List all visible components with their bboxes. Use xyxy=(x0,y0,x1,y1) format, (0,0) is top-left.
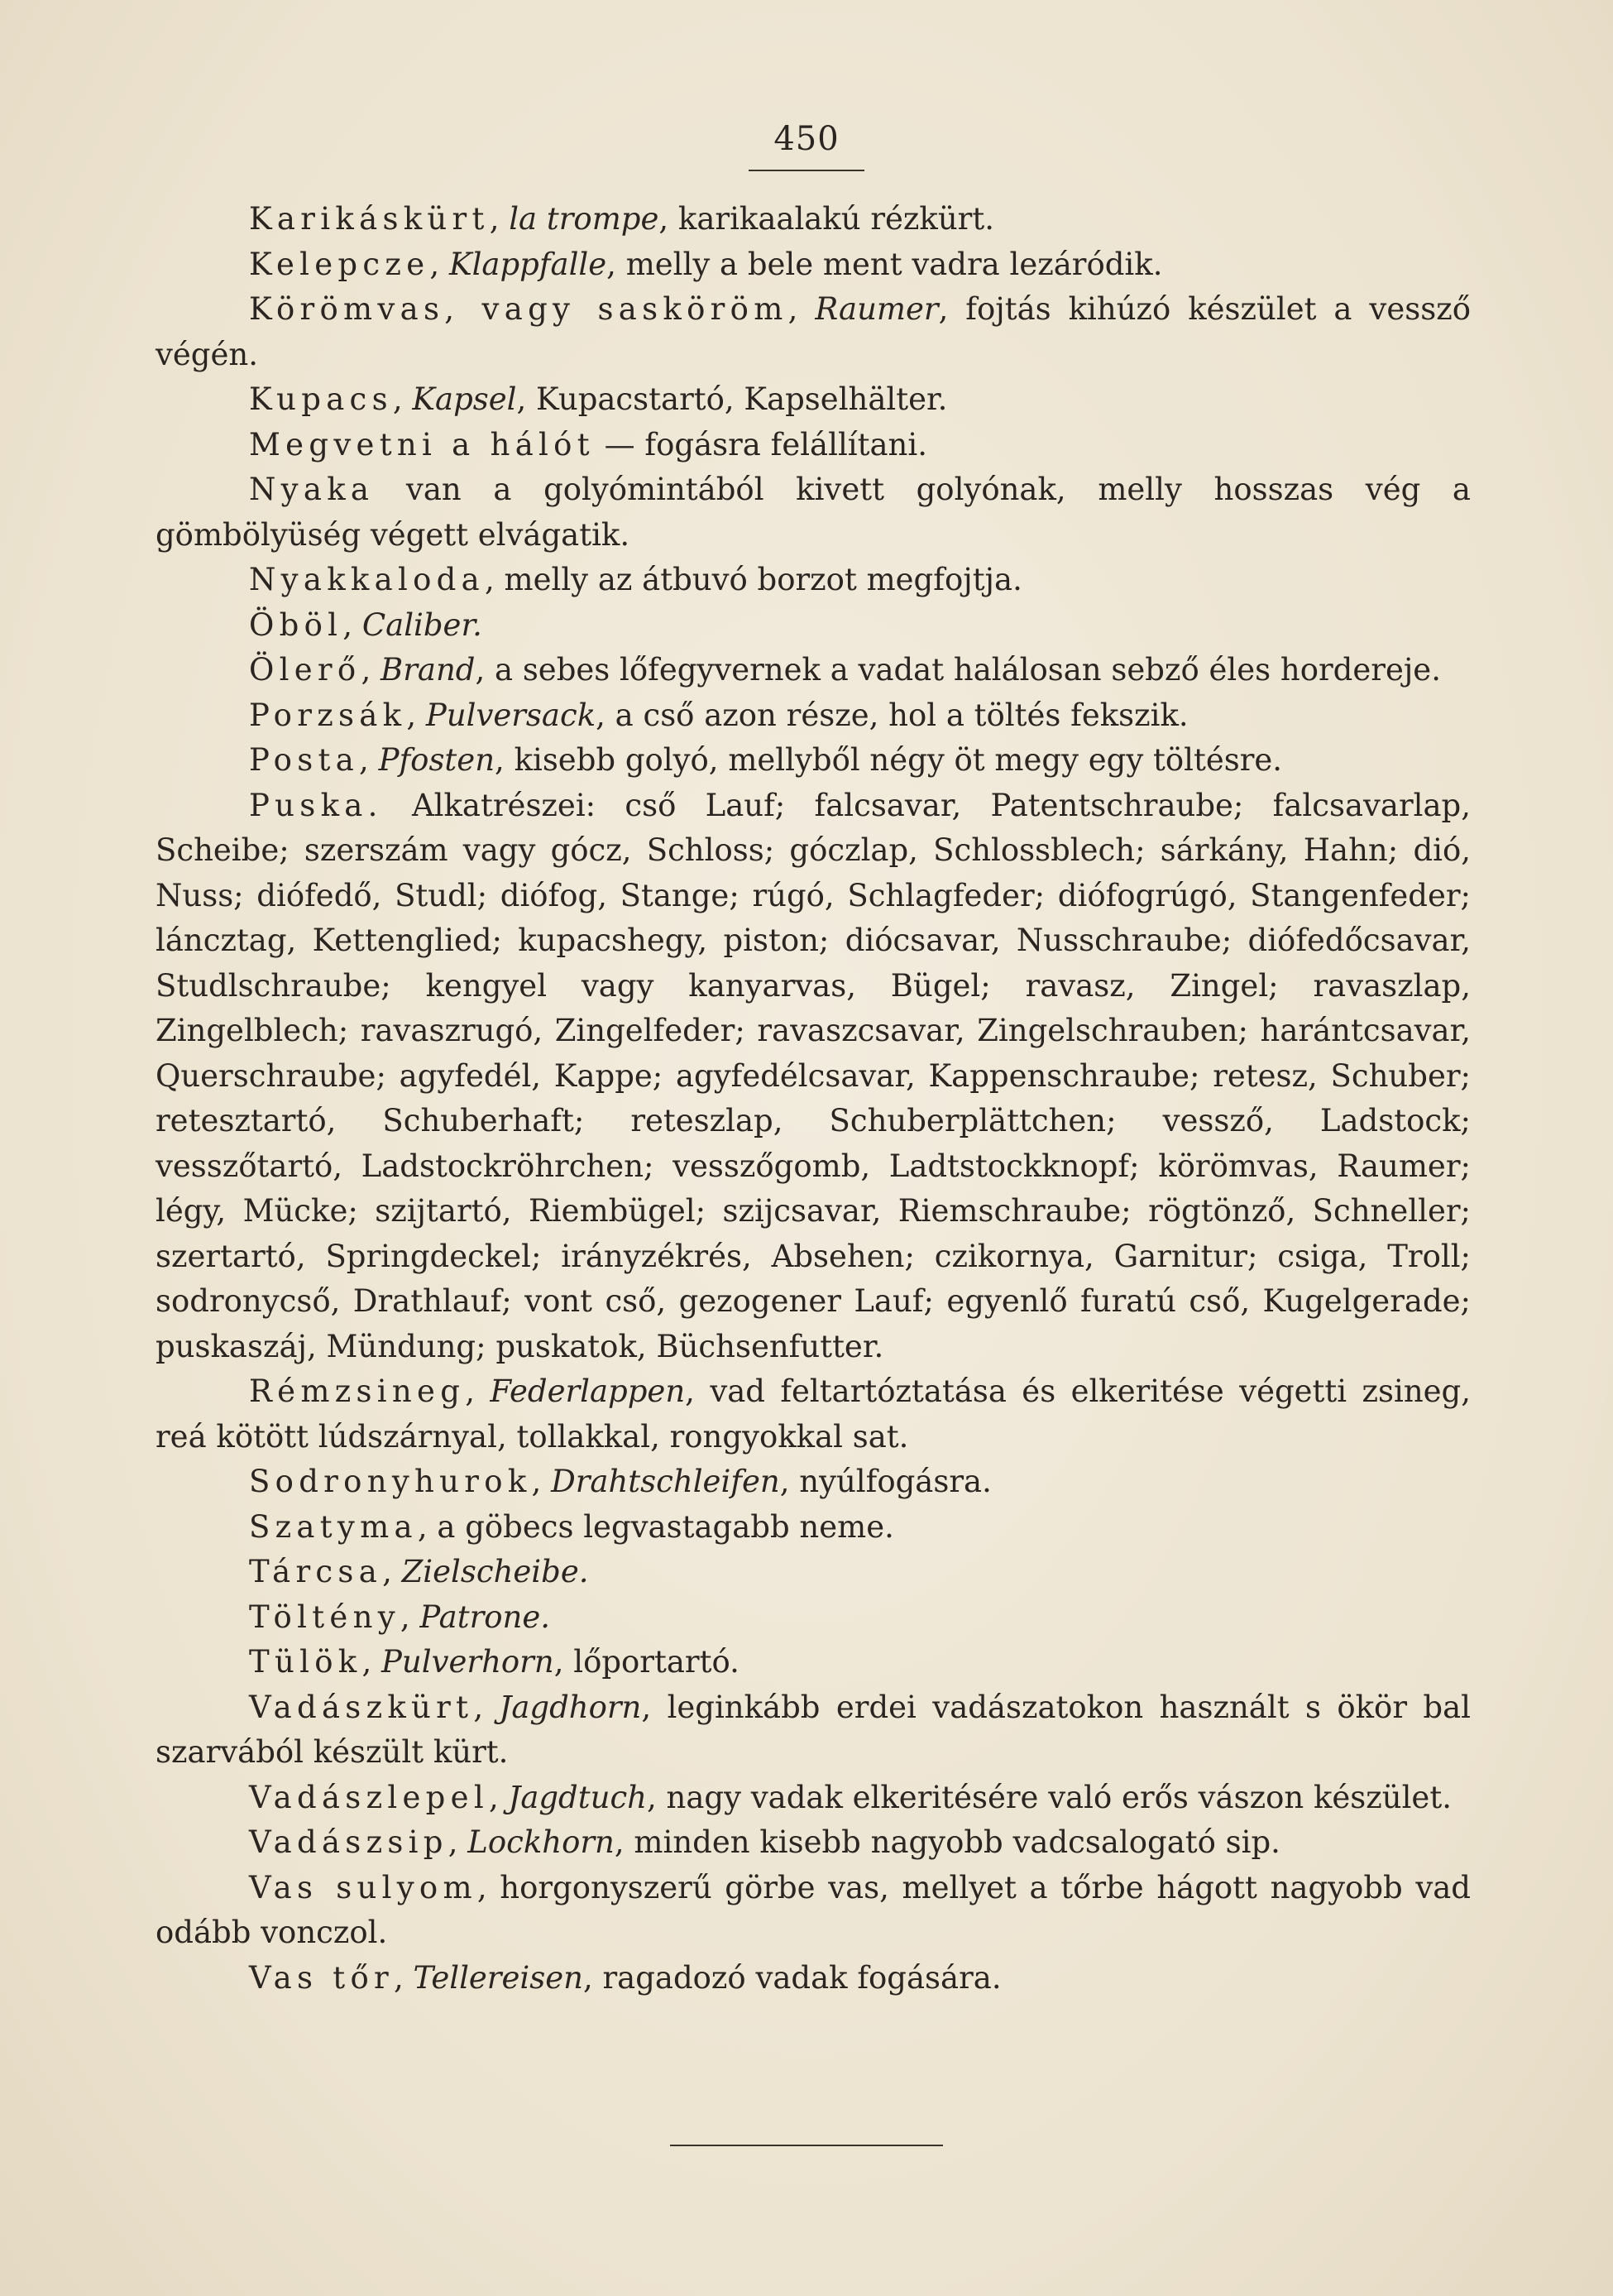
glossary-entry xyxy=(156,1776,1471,1821)
entry-german-term: Raumer xyxy=(815,291,939,327)
entry-separator: , xyxy=(465,1373,491,1409)
entry-german-term: Pulverhorn xyxy=(381,1644,554,1680)
entry-separator: , xyxy=(596,697,615,733)
entry-definition: nyúlfogásra. xyxy=(799,1464,992,1499)
entry-separator: , xyxy=(361,652,381,688)
entry-term: Rémzsineg xyxy=(249,1373,466,1409)
glossary-entry xyxy=(156,467,1471,558)
entry-definition: leginkább erdei vadászatokon használt s ökör bal szarvából készült kürt. xyxy=(156,1689,1471,1770)
entry-definition: a sebes lőfegyvernek a vadat halálosan sebző éles hordereje. xyxy=(495,652,1441,688)
entry-separator: , xyxy=(614,1824,634,1860)
page-number-rule xyxy=(749,170,864,171)
entry-separator: , xyxy=(473,1689,500,1725)
entry-german-term: Drahtschleifen xyxy=(551,1464,780,1499)
entry-german-term: Brand xyxy=(381,652,476,688)
entry-separator: , xyxy=(406,697,426,733)
entry-definition: , melly az átbuvó borzot megfojtja. xyxy=(485,562,1022,597)
glossary-entry xyxy=(156,693,1471,739)
entry-definition: ragadozó vadak fogására. xyxy=(602,1959,1002,1996)
entry-german-term: Kapsel xyxy=(412,381,517,417)
entry-german-term: Pulversack xyxy=(425,697,596,733)
entry-separator: , xyxy=(658,201,678,237)
entry-german-term: Zielscheibe. xyxy=(401,1554,589,1589)
entry-separator: , xyxy=(553,1644,574,1680)
glossary-entry xyxy=(156,558,1471,603)
entry-term: Tárcsa xyxy=(249,1554,383,1589)
entry-separator: , xyxy=(448,1824,468,1860)
entry-definition: Alkatrészei: cső Lauf; falcsavar, Patentschraube; falcsavarlap, Scheibe; szerszám vagy gócz, Schloss; góczlap, Schlossblech; sárkány, Hahn; dió, Nuss; diófedő, Studl; diófog, Stange; rúgó, Schlagfeder; diófogrúgó, Stangenfeder; láncztag, Kettenglied; kupacshegy, piston; diócsavar, Nusschraube; diófedőcsavar, Studlschraube; kengyel vagy kanyarvas, Bügel; ravasz, Zingel; ravaszlap, Zingelblech; ravaszrugó, Zingelfeder; ravaszcsavar, Zingelschrauben; harántcsavar, Querschraube; agyfedél, Kappe; agyfedélcsavar, Kappenschraube; retesz, Schuber; retesztartó, Schuberhaft; reteszlap, Schuberplättchen; vessző, Ladstock; vesszőtartó, Ladstockröhrchen; vesszőgomb, Ladtstockknopf; körömvas, Raumer; légy, Mücke; szijtartó, Riembügel; szijcsavar, Riemschraube; rögtönző, Schneller; szertartó, Springdeckel; irányzékrés, Absehen; czikornya, Garnitur; csiga, Troll; sodronycső, Drathlauf; vont cső, gezogener Lauf; egyenlő furatú cső, Kugelgerade; puskaszáj, Mündung; puskatok, Büchsenfutter. xyxy=(156,787,1471,1364)
end-rule xyxy=(670,2145,943,2146)
entry-term: Vadászlepel xyxy=(249,1779,489,1815)
entry-separator: , xyxy=(488,1779,509,1815)
glossary-entry xyxy=(156,1956,1471,2001)
entry-separator: , xyxy=(787,291,816,327)
entry-separator: , xyxy=(342,606,362,643)
entry-term: Vas tőr xyxy=(249,1959,394,1996)
entry-german-term: Caliber. xyxy=(361,606,482,643)
glossary-entry xyxy=(156,1595,1471,1641)
entry-term: Vadászsip xyxy=(249,1824,448,1860)
entry-term: Vadászkürt xyxy=(249,1689,474,1725)
entry-term: Sodronyhurok xyxy=(249,1464,532,1499)
glossary-text xyxy=(156,197,1471,2001)
entry-term: Szatyma xyxy=(249,1508,418,1545)
glossary-entry xyxy=(156,784,1471,1370)
glossary-entry xyxy=(156,738,1471,784)
entry-definition: karikaalakú rézkürt. xyxy=(677,201,994,237)
entry-separator: , xyxy=(382,1554,402,1589)
glossary-entry xyxy=(156,287,1471,377)
entry-term: Tülök xyxy=(249,1644,362,1680)
entry-separator: , xyxy=(531,1464,552,1499)
entry-term: Körömvas, vagy sasköröm xyxy=(249,291,788,327)
entry-term: Ölerő xyxy=(249,652,361,688)
entry-term: Töltény xyxy=(249,1599,400,1635)
entry-separator: , xyxy=(685,1373,711,1409)
entry-separator: , xyxy=(361,1644,382,1680)
entry-german-term: Jagdhorn xyxy=(499,1689,642,1725)
glossary-entry xyxy=(156,1460,1471,1505)
entry-separator: , xyxy=(359,742,379,778)
entry-german-term: Federlappen xyxy=(490,1373,686,1409)
glossary-entry xyxy=(156,603,1471,649)
entry-definition: kisebb golyó, mellyből négy öt megy egy töltésre. xyxy=(514,742,1283,778)
entry-term: Porzsák xyxy=(249,697,407,733)
entry-separator: , xyxy=(516,381,537,417)
glossary-entry xyxy=(156,1550,1471,1595)
entry-definition: Kupacstartó, Kapselhälter. xyxy=(536,381,948,417)
entry-term: Posta xyxy=(249,742,360,778)
entry-definition: , a göbecs legvastagabb neme. xyxy=(417,1508,894,1545)
entry-german-term: la trompe xyxy=(509,201,659,237)
entry-german-term: Klappfalle xyxy=(448,246,607,282)
entry-definition: minden kisebb nagyobb vadcsalogató sip. xyxy=(634,1824,1280,1860)
glossary-entry xyxy=(156,1685,1471,1776)
entry-german-term: Jagdtuch xyxy=(508,1779,647,1815)
glossary-entry xyxy=(156,1369,1471,1460)
entry-definition: a cső azon része, hol a töltés fekszik. xyxy=(615,697,1189,733)
entry-german-term: Lockhorn xyxy=(467,1824,615,1860)
glossary-entry xyxy=(156,1640,1471,1685)
entry-separator: , xyxy=(475,652,495,688)
entry-separator: , xyxy=(429,246,449,282)
glossary-entry xyxy=(156,197,1471,242)
entry-definition: , horgonyszerű görbe vas, mellyet a tőrbe hágott nagyobb vad odább vonczol. xyxy=(156,1869,1471,1950)
entry-term: Megvetni a hálót xyxy=(249,426,595,463)
entry-separator: , xyxy=(938,291,966,327)
glossary-entry xyxy=(156,1505,1471,1551)
entry-definition: nagy vadak elkeritésére való erős vászon készület. xyxy=(666,1779,1452,1815)
entry-separator: , xyxy=(606,246,626,282)
entry-separator: , xyxy=(400,1599,420,1635)
entry-definition: lőportartó. xyxy=(573,1644,739,1680)
entry-separator: , xyxy=(392,381,413,417)
entry-term: Nyaka xyxy=(249,472,375,507)
entry-definition: — fogásra felállítani. xyxy=(594,426,927,463)
glossary-entry xyxy=(156,648,1471,693)
entry-separator: , xyxy=(489,201,510,237)
entry-separator: , xyxy=(779,1464,800,1499)
entry-term: Puska. xyxy=(249,787,383,823)
entry-german-term: Pfosten xyxy=(378,742,495,778)
glossary-entry xyxy=(156,242,1471,288)
page-number: 450 xyxy=(773,120,840,158)
entry-definition: vad feltartóztatása és elkeritése végetti zsineg, reá kötött lúdszárnyal, tollakkal, rongyokkal sat. xyxy=(156,1373,1471,1455)
entry-term: Vas sulyom xyxy=(249,1869,477,1905)
entry-separator: , xyxy=(582,1959,603,1996)
entry-separator: , xyxy=(394,1959,414,1996)
entry-term: Kelepcze xyxy=(249,246,430,282)
glossary-entry xyxy=(156,1866,1471,1956)
entry-german-term: Patrone. xyxy=(419,1599,551,1635)
glossary-entry xyxy=(156,1820,1471,1866)
entry-term: Öböl xyxy=(249,606,343,643)
entry-separator: , xyxy=(647,1779,667,1815)
entry-definition: fojtás kihúzó készület a vessző végén. xyxy=(156,291,1471,372)
entry-definition: melly a bele ment vadra lezáródik. xyxy=(625,246,1163,282)
entry-definition: van a golyómintából kivett golyónak, melly hosszas vég a gömbölyüség végett elvágatik. xyxy=(156,472,1471,553)
entry-separator: , xyxy=(495,742,515,778)
entry-german-term: Tellereisen xyxy=(413,1959,583,1996)
entry-term: Kupacs xyxy=(249,381,393,417)
entry-term: Nyakkaloda xyxy=(249,562,485,597)
entry-term: Karikáskürt xyxy=(249,201,490,237)
glossary-entry xyxy=(156,423,1471,468)
glossary-entry xyxy=(156,377,1471,423)
entry-separator: , xyxy=(641,1689,668,1725)
